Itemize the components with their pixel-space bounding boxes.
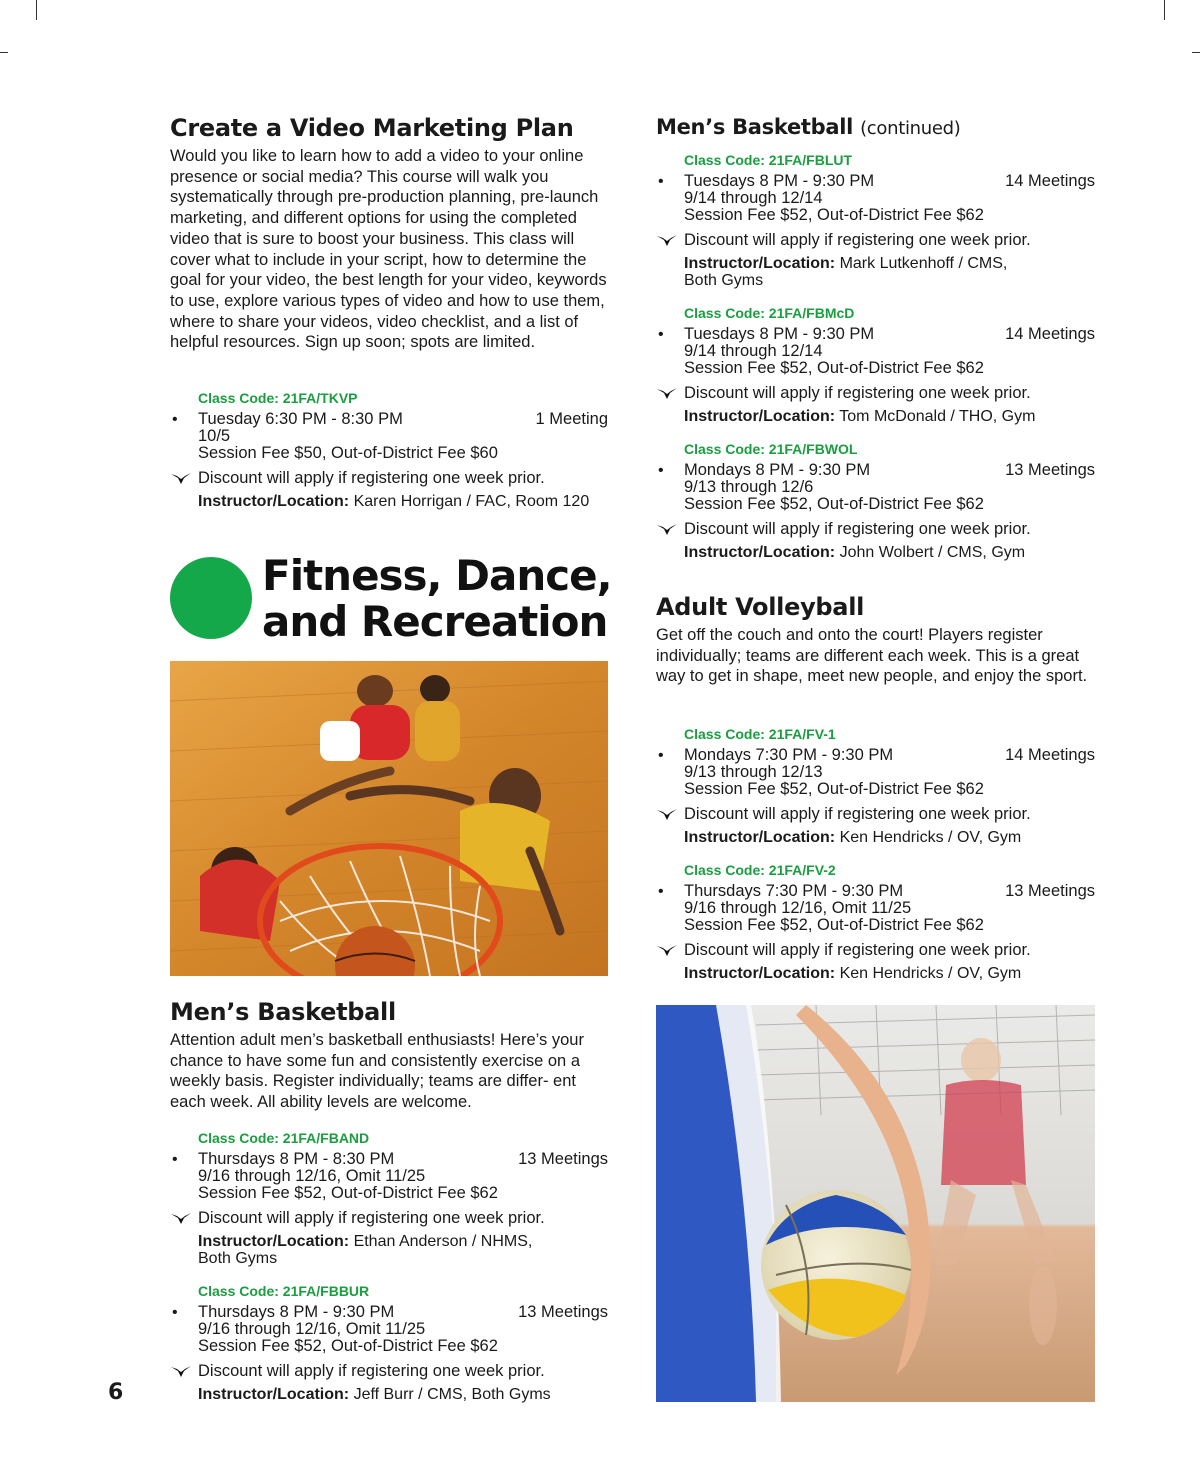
class-dates: 9/16 through 12/16, Omit 11/25 [198,1320,426,1338]
class-schedule: Thursdays 7:30 PM - 9:30 PM [684,882,904,900]
mens-basketball-section [170,998,610,1113]
class-code: Class Code: 21FA/FV-2 [684,862,836,878]
section-description: Attention adult men’s basketball enthusiasts! Here’s your chance to have some fun and consistently exercise on a weekly basis. Register individually; teams are differ- ent each week. All ability levels are welcome. [170,1031,584,1112]
discount-note: Discount will apply if registering one week prior. [198,1362,545,1380]
class-code: Class Code: 21FA/FBBUR [198,1283,370,1299]
class-listing [658,151,1095,289]
instructor-location: Jeff Burr / CMS, Both Gyms [353,1386,551,1403]
class-dates: 9/13 through 12/13 [684,763,823,781]
class-dates: 9/13 through 12/6 [684,478,814,496]
meeting-count: 13 Meetings [518,1150,608,1168]
instructor-label: Instructor/Location: [684,965,836,982]
discount-bird-icon [656,387,678,401]
bullet: • [172,1151,178,1168]
discount-note: Discount will apply if registering one week prior. [684,520,1031,538]
instructor-label: Instructor/Location: [684,408,836,425]
meeting-count: 1 Meeting [535,410,608,428]
class-listing [658,725,1095,846]
bullet: • [658,326,664,343]
discount-note: Discount will apply if registering one week prior. [684,231,1031,249]
section-dot-icon [170,557,252,639]
discount-note: Discount will apply if registering one week prior. [684,384,1031,402]
class-dates: 9/16 through 12/16, Omit 11/25 [198,1167,426,1185]
instructor-location: Ken Hendricks / OV, Gym [839,829,1022,846]
class-listing [658,304,1095,425]
class-dates: 9/14 through 12/14 [684,342,823,360]
instructor-location: Karen Horrigan / FAC, Room 120 [353,493,590,510]
class-schedule: Thursdays 8 PM - 9:30 PM [198,1303,395,1321]
class-code: Class Code: 21FA/FV-1 [684,726,836,742]
fitness-section-header [262,553,612,645]
crop-mark [0,52,8,53]
class-dates: 10/5 [198,427,231,445]
discount-bird-icon [170,472,192,486]
class-fee: Session Fee $50, Out-of-District Fee $60 [198,444,498,462]
discount-bird-icon [656,808,678,822]
discount-note: Discount will apply if registering one week prior. [684,941,1031,959]
instructor-location: Tom McDonald / THO, Gym [839,408,1036,425]
bullet: • [172,411,178,428]
section-description: Would you like to learn how to add a video to your online presence or social media? This course will walk you systematically through pre-production planning, pre-launch marketing, and different options for using the completed video that is sure to boost your business. This class will cover what to include in your script, how to determine the goal for your video, the best length for your video, keywords to use, explore various types of video and how to use them, where to share your videos, video checklist, and a list of helpful resources. Sign up soon; spots are limited. [170,147,607,352]
instructor-label: Instructor/Location: [684,255,836,272]
discount-bird-icon [656,523,678,537]
class-listing [172,1129,608,1267]
basketball-photo [170,661,608,976]
crop-mark [1164,0,1165,20]
meeting-count: 13 Meetings [518,1303,608,1321]
volleyball-illustration [656,1005,1095,1402]
instructor-location: Ken Hendricks / OV, Gym [839,965,1022,982]
bullet: • [172,1304,178,1321]
class-listing [172,1282,608,1403]
crop-mark [36,0,37,20]
class-fee: Session Fee $52, Out-of-District Fee $62 [684,206,984,224]
class-schedule: Tuesday 6:30 PM - 8:30 PM [198,410,403,428]
section-title: Adult Volleyball [656,593,865,621]
bullet: • [658,462,664,479]
discount-bird-icon [170,1212,192,1226]
instructor-location: Ethan Anderson / NHMS, Both Gyms [198,1233,533,1267]
meeting-count: 14 Meetings [1005,325,1095,343]
discount-bird-icon [170,1365,192,1379]
class-schedule: Mondays 8 PM - 9:30 PM [684,461,871,479]
video-marketing-section [170,114,610,353]
class-schedule: Tuesdays 8 PM - 9:30 PM [684,172,875,190]
class-fee: Session Fee $52, Out-of-District Fee $62 [684,359,984,377]
continued-label: (continued) [860,118,961,139]
class-code: Class Code: 21FA/TKVP [198,390,358,406]
class-listing [172,389,608,510]
class-code: Class Code: 21FA/FBMcD [684,305,855,321]
section-title: Create a Video Marketing Plan [170,114,574,142]
class-fee: Session Fee $52, Out-of-District Fee $62 [198,1337,498,1355]
meeting-count: 14 Meetings [1005,172,1095,190]
class-dates: 9/14 through 12/14 [684,189,823,207]
class-dates: 9/16 through 12/16, Omit 11/25 [684,899,912,917]
instructor-label: Instructor/Location: [198,1233,350,1250]
instructor-label: Instructor/Location: [198,493,350,510]
header-line: Fitness, Dance, [262,551,612,600]
instructor-label: Instructor/Location: [684,829,836,846]
class-schedule: Thursdays 8 PM - 8:30 PM [198,1150,395,1168]
meeting-count: 13 Meetings [1005,882,1095,900]
bullet: • [658,883,664,900]
class-schedule: Mondays 7:30 PM - 9:30 PM [684,746,894,764]
instructor-label: Instructor/Location: [198,1386,350,1403]
volleyball-photo [656,1005,1095,1402]
class-listing [658,861,1095,982]
class-listing [658,440,1095,561]
section-title: Men’s Basketball [656,115,854,139]
meeting-count: 13 Meetings [1005,461,1095,479]
class-fee: Session Fee $52, Out-of-District Fee $62 [684,780,984,798]
class-fee: Session Fee $52, Out-of-District Fee $62 [198,1184,498,1202]
basketball-illustration [170,661,608,976]
bullet: • [658,747,664,764]
class-code: Class Code: 21FA/FBAND [198,1130,370,1146]
class-code: Class Code: 21FA/FBWOL [684,441,858,457]
header-line: and Recreation [262,597,608,646]
discount-note: Discount will apply if registering one week prior. [684,805,1031,823]
page-number: 6 [108,1380,124,1405]
meeting-count: 14 Meetings [1005,746,1095,764]
class-fee: Session Fee $52, Out-of-District Fee $62 [684,495,984,513]
section-description: Get off the couch and onto the court! Players register individually; teams are different each week. This is a great way to get in shape, meet new people, and enjoy the sport. [656,626,1088,686]
class-code: Class Code: 21FA/FBLUT [684,152,853,168]
bullet: • [658,173,664,190]
discount-note: Discount will apply if registering one week prior. [198,1209,545,1227]
discount-bird-icon [656,234,678,248]
crop-mark [1192,52,1200,53]
class-fee: Session Fee $52, Out-of-District Fee $62 [684,916,984,934]
adult-volleyball-section [656,593,1096,687]
discount-note: Discount will apply if registering one week prior. [198,469,545,487]
section-title: Men’s Basketball [170,998,396,1026]
instructor-location: John Wolbert / CMS, Gym [839,544,1026,561]
discount-bird-icon [656,944,678,958]
mens-basketball-continued-header [656,113,1096,143]
instructor-label: Instructor/Location: [684,544,836,561]
instructor-location: Mark Lutkenhoff / CMS, Both Gyms [684,255,1008,289]
class-schedule: Tuesdays 8 PM - 9:30 PM [684,325,875,343]
